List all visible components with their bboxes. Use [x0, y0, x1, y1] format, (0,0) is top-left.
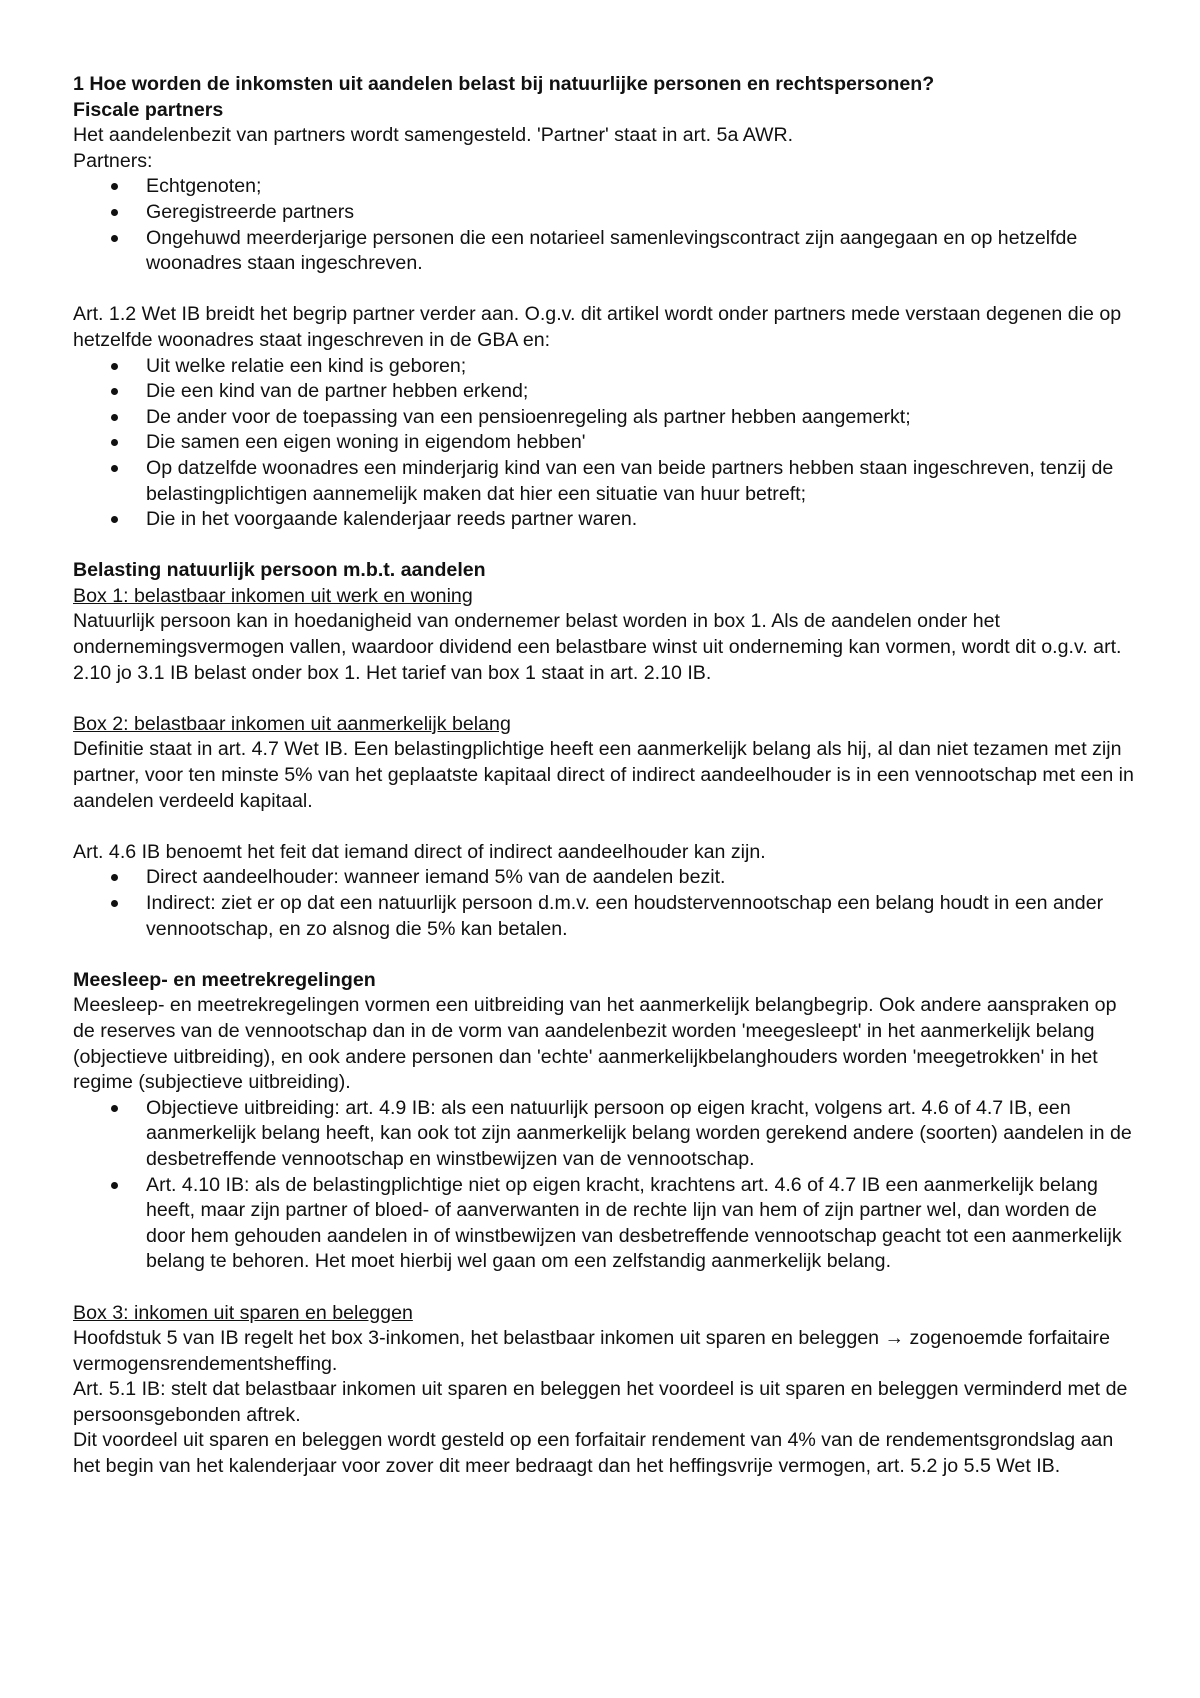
paragraph: Art. 5.1 IB: stelt dat belastbaar inkomen uit sparen en beleggen het voordeel is uit sparen en beleggen verminderd met de persoonsgebonden aftrek.	[73, 1378, 1128, 1426]
bullet-list	[73, 354, 1140, 533]
bullet-list	[73, 174, 1140, 276]
paragraph: Art. 4.6 IB benoemt het feit dat iemand direct of indirect aandeelhouder kan zijn.	[73, 840, 766, 863]
list-item: Uit welke relatie een kind is geboren;	[73, 354, 1140, 380]
paragraph: Art. 1.2 Wet IB breidt het begrip partner verder aan. O.g.v. dit artikel wordt onder partners mede verstaan degenen die op hetzelfde woonadres staat ingeschreven in de GBA en:	[73, 303, 1122, 351]
subheading-box2: Box 2: belastbaar inkomen uit aanmerkelijk belang	[73, 712, 511, 735]
list-item: Geregistreerde partners	[73, 200, 1140, 226]
document-title: 1 Hoe worden de inkomsten uit aandelen belast bij natuurlijke personen en rechtspersonen?	[73, 73, 935, 95]
list-item: Objectieve uitbreiding: art. 4.9 IB: als een natuurlijk persoon op eigen kracht, volgens art. 4.6 of 4.7 IB, een aanmerkelijk belang heeft, kan ook tot zijn aanmerkelijk belang worden gerekend andere (soorten) aandelen in de desbetreffende vennootschap en winstbewijzen van de vennootschap.	[73, 1096, 1140, 1173]
bullet-icon	[111, 516, 118, 523]
bullet-icon	[111, 1105, 118, 1112]
list-item: Direct aandeelhouder: wanneer iemand 5% van de aandelen bezit.	[73, 865, 1140, 891]
list-item: De ander voor de toepassing van een pensioenregeling als partner hebben aangemerkt;	[73, 405, 1140, 431]
paragraph: Natuurlijk persoon kan in hoedanigheid van ondernemer belast worden in box 1. Als de aandelen onder het ondernemingsvermogen vallen, waardoor dividend een belastbare winst uit onderneming kan vormen, wordt dit o.g.v. art. 2.10 jo 3.1 IB belast onder box 1. Het tarief van box 1 staat in art. 2.10 IB.	[73, 610, 1122, 684]
bullet-icon	[111, 388, 118, 395]
bullet-icon	[111, 900, 118, 907]
bullet-icon	[111, 235, 118, 242]
list-item: Die in het voorgaande kalenderjaar reeds partner waren.	[73, 507, 1140, 533]
list-item: Die een kind van de partner hebben erkend;	[73, 379, 1140, 405]
section-heading-natural-person: Belasting natuurlijk persoon m.b.t. aandelen	[73, 559, 486, 582]
section-heading-fiscal-partners: Fiscale partners	[73, 98, 224, 121]
list-item: Indirect: ziet er op dat een natuurlijk persoon d.m.v. een houdstervennootschap een belang houdt in een ander vennootschap, en zo alsnog die 5% kan betalen.	[73, 891, 1140, 942]
section-heading-meesleep: Meesleep- en meetrekregelingen	[73, 968, 376, 991]
paragraph: Hoofdstuk 5 van IB regelt het box 3-inkomen, het belastbaar inkomen uit sparen en beleggen → zogenoemde forfaitaire vermogensrendementsheffing.	[73, 1327, 1110, 1375]
paragraph: Dit voordeel uit sparen en beleggen wordt gesteld op een forfaitair rendement van 4% van de rendementsgrondslag aan het begin van het kalenderjaar voor zover dit meer bedraagt dan het heffingsvrije vermogen, art. 5.2 jo 5.5 Wet IB.	[73, 1429, 1114, 1478]
bullet-icon	[111, 465, 118, 472]
list-item: Die samen een eigen woning in eigendom hebben'	[73, 430, 1140, 456]
bullet-icon	[111, 183, 118, 190]
list-item: Ongehuwd meerderjarige personen die een notarieel samenlevingscontract zijn aangegaan en op hetzelfde woonadres staan ingeschreven.	[73, 226, 1140, 277]
bullet-icon	[111, 1182, 118, 1189]
bullet-icon	[111, 874, 118, 881]
list-item: Op datzelfde woonadres een minderjarig kind van een van beide partners hebben staan ingeschreven, tenzij de belastingplichtigen aannemelijk maken dat hier een situatie van huur betreft;	[73, 456, 1140, 507]
paragraph: Partners:	[73, 149, 153, 172]
subheading-box3: Box 3: inkomen uit sparen en beleggen	[73, 1301, 413, 1324]
subheading-box1: Box 1: belastbaar inkomen uit werk en woning	[73, 584, 473, 607]
paragraph: Het aandelenbezit van partners wordt samengesteld. 'Partner' staat in art. 5a AWR.	[73, 124, 794, 147]
bullet-icon	[111, 363, 118, 370]
arrow-right-icon: →	[884, 1327, 905, 1350]
paragraph: Meesleep- en meetrekregelingen vormen een uitbreiding van het aanmerkelijk belangbegrip. Ook andere aanspraken op de reserves van de vennootschap dan in de vorm van aandelenbezit worden 'meegesleept' in het aanmerkelijk belang (objectieve uitbreiding), en ook andere personen dan 'echte' aanmerkelijkbelanghouders worden 'meegetrokken' in het regime (subjectieve uitbreiding).	[73, 994, 1117, 1094]
bullet-icon	[111, 209, 118, 216]
list-item: Art. 4.10 IB: als de belastingplichtige niet op eigen kracht, krachtens art. 4.6 of 4.7 IB een aanmerkelijk belang heeft, maar zijn partner of bloed- of aanverwanten in de rechte lijn van hem of zijn partner wel, dan worden de door hem gehouden aandelen in of winstbewijzen van desbetreffende vennootschap geacht tot een aanmerkelijk belang te behoren. Het moet hierbij wel gaan om een zelfstandig aanmerkelijk belang.	[73, 1173, 1140, 1275]
bullet-list	[73, 1096, 1140, 1275]
bullet-list	[73, 865, 1140, 942]
paragraph: Definitie staat in art. 4.7 Wet IB. Een belastingplichtige heeft een aanmerkelijk belang als hij, al dan niet tezamen met zijn partner, voor ten minste 5% van het geplaatste kapitaal direct of indirect aandeelhouder is in een vennootschap met een in aandelen verdeeld kapitaal.	[73, 738, 1134, 812]
bullet-icon	[111, 414, 118, 421]
list-item: Echtgenoten;	[73, 174, 1140, 200]
bullet-icon	[111, 439, 118, 446]
